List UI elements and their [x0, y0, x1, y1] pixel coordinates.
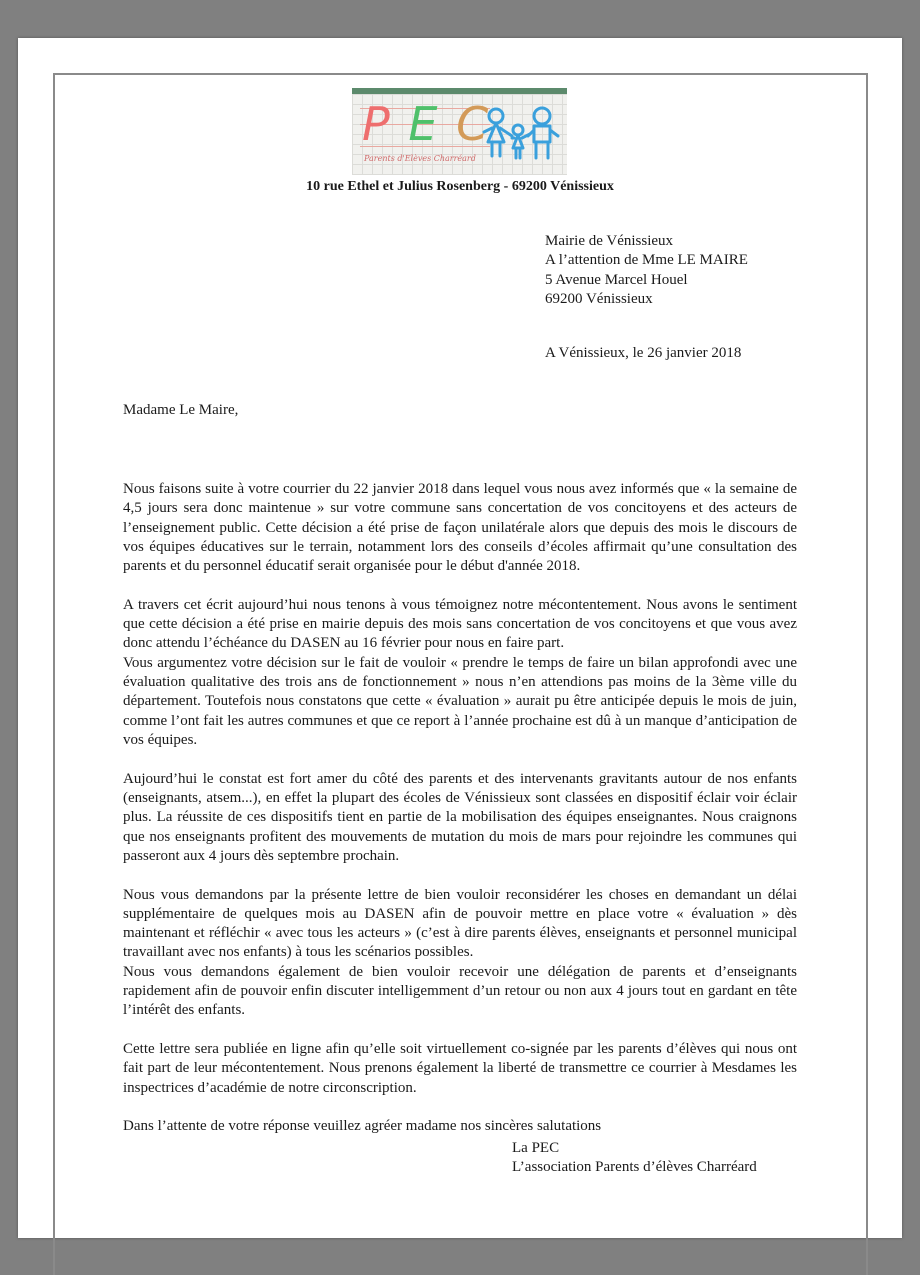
logo-letters [362, 98, 490, 150]
logo-letter-e: E [408, 97, 440, 151]
paragraph-text: Nous vous demandons par la présente lettre de bien vouloir reconsidérer les choses en demandant un délai supplémentaire de quelques mois au DASEN afin de pouvoir mettre en place votre « évaluation » dès maintenant et réfléchir « avec tous les acteurs » (c’est à dire parents élèves, enseignants et personnel municipal travaillant avec nos enfants) à tous les scénarios possibles. [123, 886, 797, 961]
paragraph-text: Nous faisons suite à votre courrier du 22 janvier 2018 dans lequel vous nous avez informés que « la semaine de 4,5 jours sera donc maintenue » sur votre commune sans concertation de vos concitoyens et des acteurs de l’enseignement public. Cette décision a été prise de façon unilatérale alors que depuis des mois le discours de vos équipes éducatives sur le terrain, notamment lors des conseils d’écoles affirmait qu’une consultation des parents et du personnel éducatif serait organisée pour le début d'année 2018. [123, 481, 797, 575]
paragraph-text: Vous argumentez votre décision sur le fait de vouloir « prendre le temps de faire un bilan approfondi avec une évaluation qualitative des trois ans de fonctionnement » nous n’en attendions pas moins de la 3ème ville du département. Toutefois nous constatons que cette « évaluation » aurait pu être anticipée depuis le mois de juin, comme l’ont fait les autres communes et que ce report à l’année prochaine est dû à un manque d’anticipation de vos équipes. [123, 654, 797, 748]
paragraph-text: Dans l’attente de votre réponse veuillez agréer madame nos sincères salutations [123, 1118, 602, 1135]
pec-logo [352, 88, 567, 175]
logo-letter-c: C [456, 97, 491, 151]
paragraph-text: Nous vous demandons également de bien vouloir recevoir une délégation de parents et d’enseignants rapidement afin de pouvoir enfin discuter intelligemment d’un retour ou non aux 4 jours tout en gardant en tête l’intérêt des enfants. [123, 963, 797, 1019]
logo-letter-p: P [362, 97, 392, 151]
paragraph-text: Cette lettre sera publiée en ligne afin qu’elle soit virtuellement co-signée par les parents d’élèves qui nous ont fait part de leur mécontentement. Nous prenons également la liberté de transmettre ce courrier à Mesdames les inspectrices d’académie de notre circonscription. [123, 1040, 797, 1096]
recipient-line: Mairie de Vénissieux [545, 233, 674, 249]
family-figures-icon [480, 102, 564, 168]
date-line: A Vénissieux, le 26 janvier 2018 [545, 345, 742, 361]
document-page [18, 38, 902, 1238]
signature-line: La PEC [512, 1140, 560, 1156]
recipient-line: 5 Avenue Marcel Houel [545, 271, 688, 288]
signature-line: L’association Parents d’élèves Charréard [512, 1159, 757, 1176]
closing-paragraph [123, 1117, 797, 1136]
body-paragraph [123, 886, 797, 1021]
body-paragraph [123, 480, 797, 576]
body-paragraph [123, 596, 797, 750]
sender-address: 10 rue Ethel et Julius Rosenberg - 69200 Vénissieux [306, 179, 614, 194]
paragraph-text: A travers cet écrit aujourd’hui nous tenons à vous témoignez notre mécontentement. Nous avons le sentiment que cette décision a été prise en mairie depuis des mois sans concertation de vos concitoyens et que vous avez donc attendu l’échéance du DASEN au 16 février pour nous en faire part. [123, 596, 797, 652]
salutation: Madame Le Maire, [123, 402, 239, 418]
body-paragraph [123, 770, 797, 866]
signature-block [512, 1139, 757, 1178]
body-paragraph [123, 1040, 797, 1098]
recipient-block [545, 232, 748, 309]
recipient-line: A l’attention de Mme LE MAIRE [545, 252, 748, 269]
letter-body [123, 480, 797, 1156]
recipient-line: 69200 Vénissieux [545, 290, 653, 307]
logo-tagline: Parents d'Elèves Charréard [364, 154, 476, 163]
paragraph-text: Aujourd’hui le constat est fort amer du côté des parents et des intervenants gravitants autour de nos enfants (enseignants, atsem...), en effet la plupart des écoles de Vénissieux sont classées en dispositif éclair voir éclair plus. La réussite de ces dispositifs tient en partie de la mobilisation des équipes enseignantes. Nous craignons que nos enseignants profitent des mouvements de mutation du mois de mars pour rejoindre les communes qui passeront aux 4 jours dès septembre prochain. [123, 770, 797, 864]
